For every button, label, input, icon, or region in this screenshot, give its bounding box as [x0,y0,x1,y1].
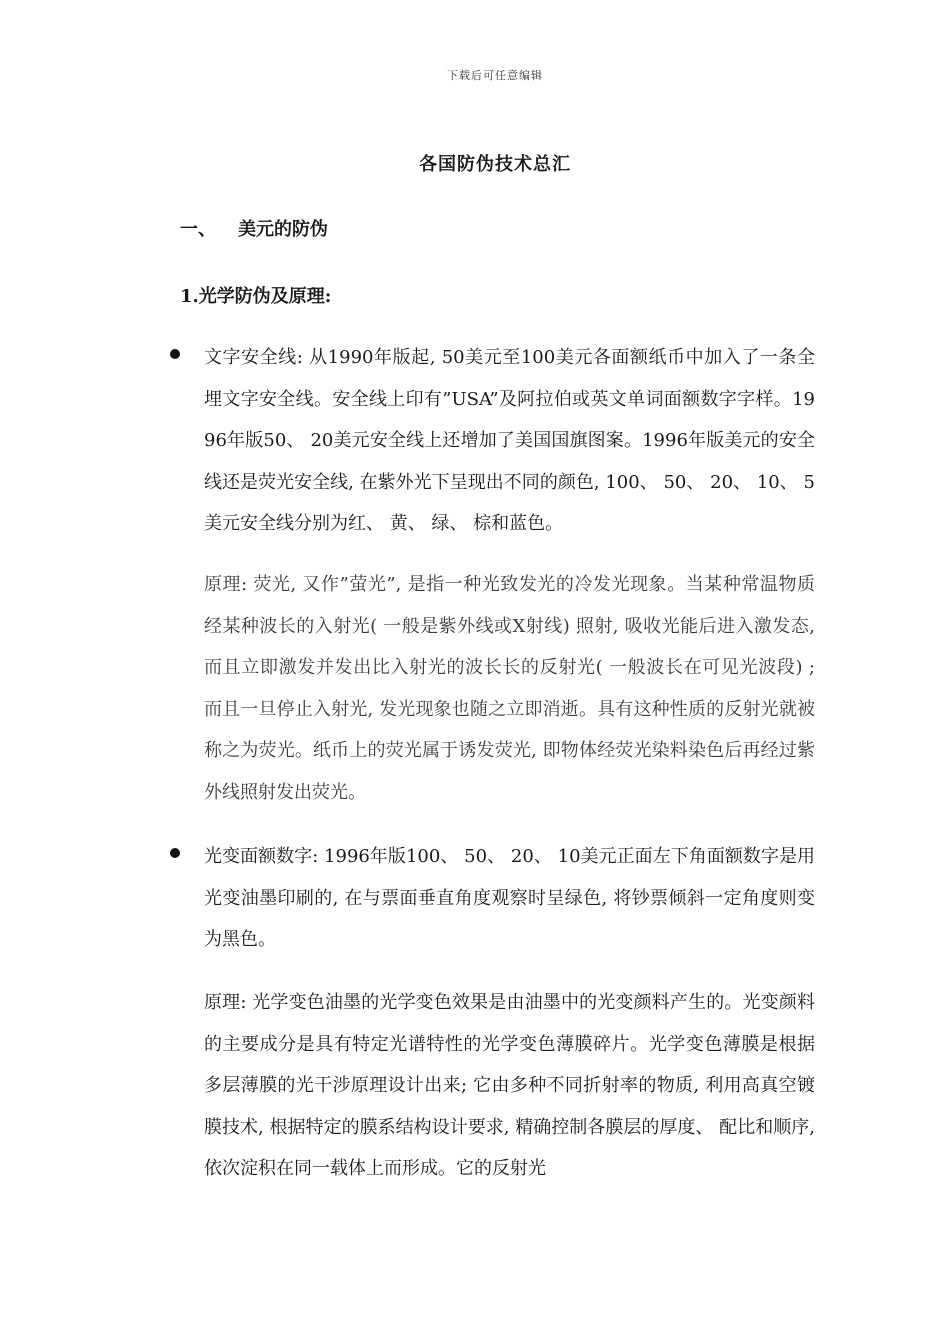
section-number: 一、 [180,219,216,240]
subsection-heading: 1.光学防伪及原理: [180,286,332,307]
bullet-item-optical-variable-numeral [170,836,815,961]
bullet-icon [170,349,180,359]
page-header-note: 下载后可任意编辑 [447,69,543,82]
principle-paragraph-fluorescence: 原理: 荧光, 又作”萤光”, 是指一种光致发光的冷发光现象。当某种常温物质经某种波长的入射光( 一般是紫外线或X射线) 照射, 吸收光能后进入激发态, 而且立即激发并发出比入射光的波长长的反射光( 一般波长在可见光波段) ; 而且一旦停止入射光, 发光现象也随之立即消逝。具有这种性质的反射光就被称之为荧光。纸币上的荧光属于诱发荧光, 即物体经荧光染料染色后再经过紫外线照射发出荧光。 [204,574,815,803]
bullet-icon [170,848,180,858]
bullet-item-security-thread [170,337,815,545]
section-heading [180,215,328,241]
section-label: 美元的防伪 [238,219,328,240]
document-title: 各国防伪技术总汇 [419,154,571,175]
bullet-text: 文字安全线: 从1990年版起, 50美元至100美元各面额纸币中加入了一条全埋文字安全线。安全线上印有”USA”及阿拉伯或英文单词面额数字字样。1996年版50、 20美元安全线上还增加了美国国旗图案。1996年版美元的安全线还是荧光安全线, 在紫外光下呈现出不同的颜色, 100、 50、 20、 10、 5美元安全线分别为红、 黄、 绿、 棕和蓝色。 [204,347,815,534]
bullet-text: 光变面额数字: 1996年版100、 50、 20、 10美元正面左下角面额数字是用光变油墨印刷的, 在与票面垂直角度观察时呈绿色, 将钞票倾斜一定角度则变为黑色。 [204,846,815,950]
principle-paragraph-optical-ink: 原理: 光学变色油墨的光学变色效果是由油墨中的光变颜料产生的。光变颜料的主要成分是具有特定光谱特性的光学变色薄膜碎片。光学变色薄膜是根据多层薄膜的光干涉原理设计出来; 它由多种不同折射率的物质, 利用高真空镀膜技术, 根据特定的膜系结构设计要求, 精确控制各膜层的厚度、 配比和顺序, 依次淀积在同一载体上而形成。它的反射光 [204,992,815,1179]
